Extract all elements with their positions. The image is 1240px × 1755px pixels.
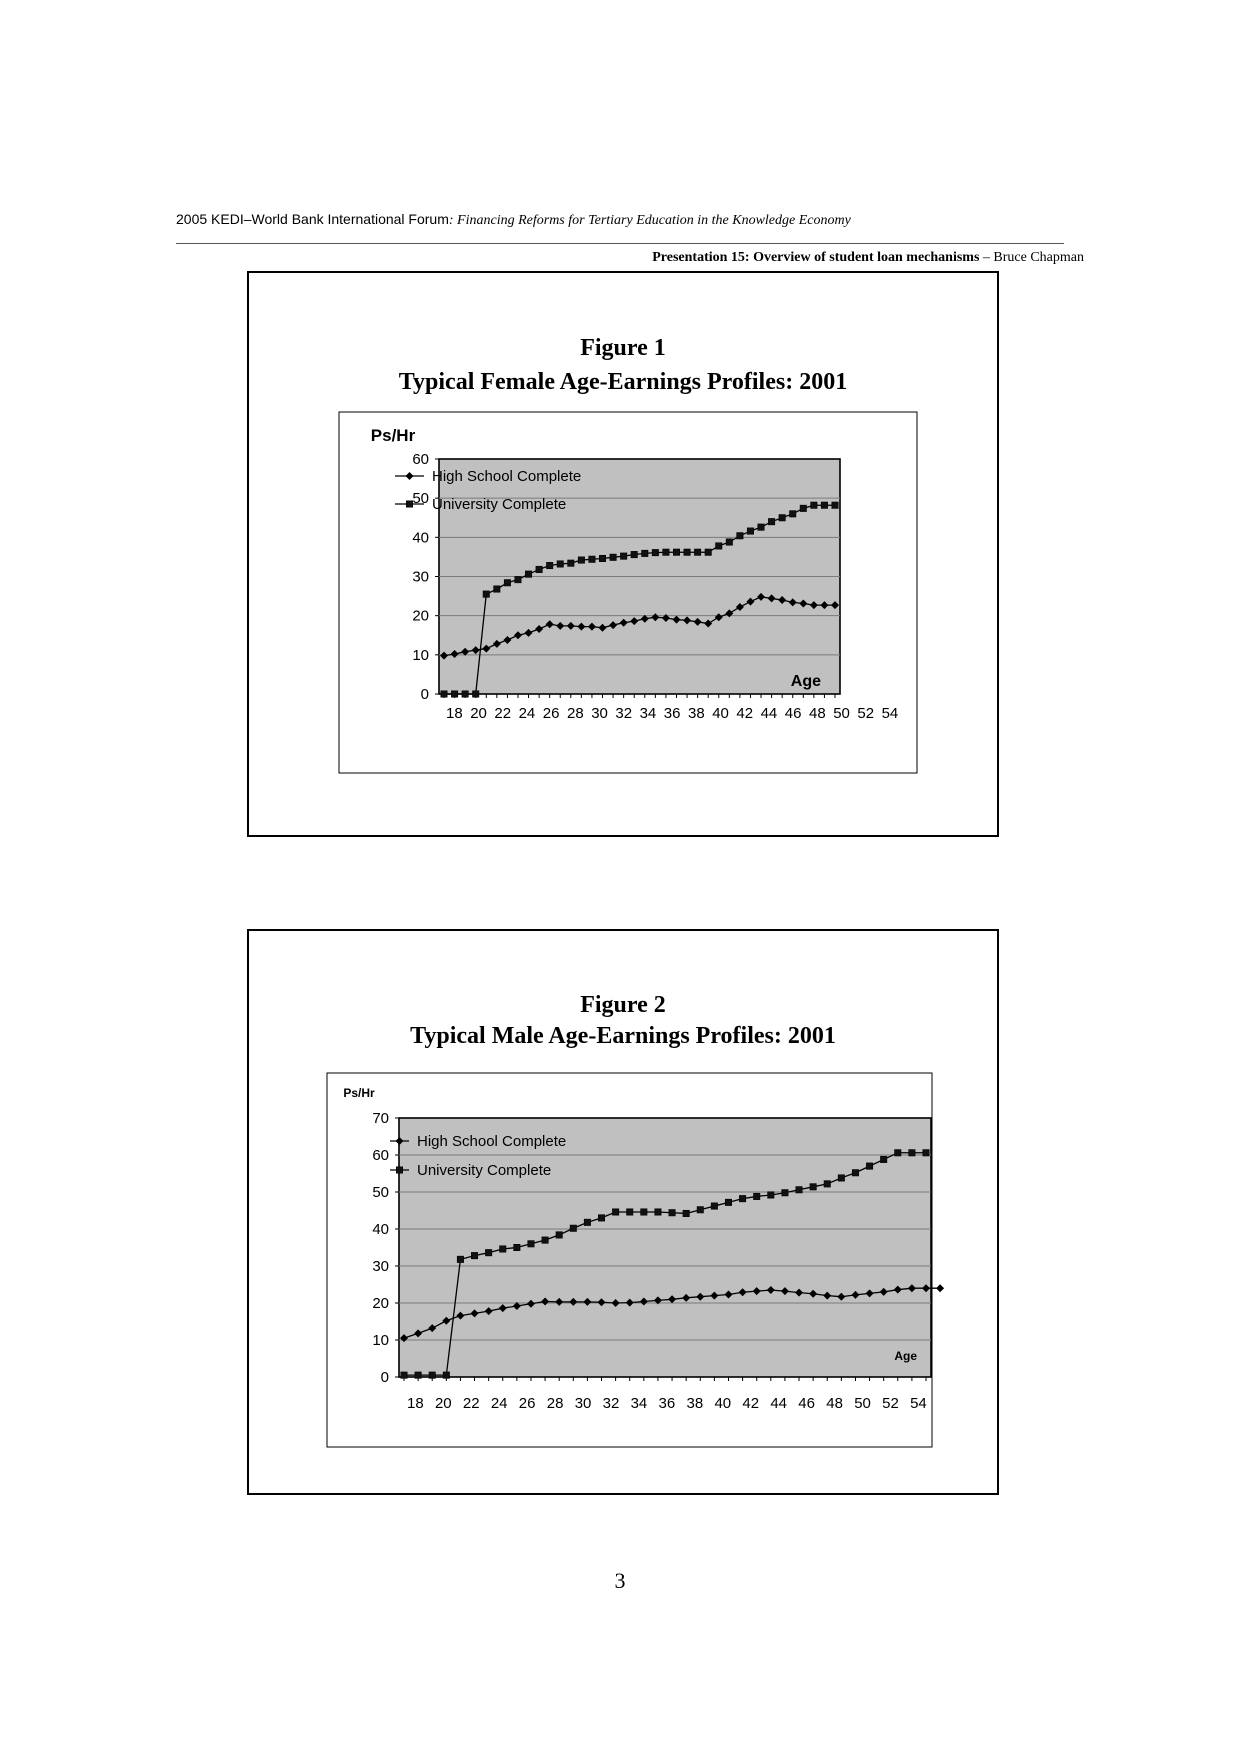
chart-1-x-tick-label: 32	[615, 705, 633, 722]
page-number: 3	[614, 1568, 626, 1593]
chart-2-x-tick-label: 20	[434, 1395, 452, 1412]
chart-1-series-2-point	[620, 553, 626, 559]
chart-1-x-tick-label: 18	[446, 705, 463, 722]
chart-1-series-2-point	[525, 571, 531, 577]
chart-1-series-2-point	[557, 561, 563, 567]
chart-2-y-tick-label: 10	[372, 1332, 389, 1349]
chart-1-legend-marker	[406, 501, 412, 507]
chart-2-x-tick-label: 30	[574, 1395, 592, 1412]
chart-2-plot-area	[399, 1118, 931, 1377]
chart-1-series-2-point	[726, 539, 732, 545]
chart-2-series-2-point	[669, 1210, 675, 1216]
chart-1-series-2-point	[800, 505, 806, 511]
chart-2-y-tick-label: 70	[372, 1110, 389, 1127]
chart-1-series-2-point	[705, 549, 711, 555]
chart-2-series-2-point	[725, 1199, 731, 1205]
chart-1-x-tick-label: 22	[494, 705, 512, 722]
chart-1-series-2-point	[546, 562, 552, 568]
chart-2-x-tick-label: 46	[798, 1395, 815, 1412]
chart-2-x-tick-label: 28	[546, 1395, 564, 1412]
chart-1-series-2-point	[790, 511, 796, 517]
figure-2-label: Figure 2	[580, 992, 666, 1018]
chart-1-x-tick-label: 42	[736, 705, 754, 722]
chart-2-series-2-point	[641, 1209, 647, 1215]
chart-2-series-2-point	[796, 1187, 802, 1193]
presentation-header	[652, 250, 1084, 266]
chart-2-x-tick-label: 26	[518, 1395, 536, 1412]
chart-2-series-2-point	[485, 1249, 491, 1255]
chart-1-legend-label: High School Complete	[432, 468, 582, 485]
chart-2-series-2-point	[514, 1244, 520, 1250]
chart-1-y-tick-label: 40	[412, 529, 429, 547]
figure-2-panel	[247, 929, 999, 1495]
chart-1-x-tick-label: 28	[567, 705, 584, 722]
chart-1-series-2-point	[779, 515, 785, 521]
chart-1-series-2-point	[652, 549, 658, 555]
chart-2-series-2-point	[570, 1225, 576, 1231]
chart-2-series-2-point	[923, 1150, 929, 1156]
chart-2-series-2-point	[852, 1170, 858, 1176]
chart-1-series-2-point	[821, 502, 827, 508]
chart-2-x-tick-label: 38	[686, 1395, 704, 1412]
chart-2-x-tick-label: 48	[826, 1395, 843, 1412]
chart-2-y-tick-label: 50	[372, 1184, 389, 1201]
chart-2-series-2-point	[739, 1195, 745, 1201]
chart-1-x-tick-label: 44	[760, 705, 778, 722]
chart-1-x-tick-label: 54	[881, 705, 899, 722]
chart-2-x-tick-label: 34	[630, 1395, 648, 1412]
chart-2-series-2-point	[895, 1150, 901, 1156]
chart-1-series-2-point	[515, 576, 521, 582]
chart-2-y-tick-label: 20	[372, 1295, 389, 1312]
chart-2-x-tick-label: 50	[854, 1395, 871, 1412]
chart-1-series-2-point	[599, 555, 605, 561]
chart-2-series-2-point	[711, 1203, 717, 1209]
chart-1-x-tick-label: 24	[518, 705, 536, 722]
chart-1-x-tick-label: 40	[712, 705, 729, 722]
figure-2-chart	[249, 931, 997, 1493]
chart-1-x-tick-label: 46	[784, 705, 802, 722]
chart-2-legend-marker	[396, 1167, 402, 1173]
figure-2-title: Typical Male Age-Earnings Profiles: 2001	[410, 1023, 836, 1049]
chart-1-series-2-point	[737, 533, 743, 539]
chart-1-x-tick-label: 30	[591, 705, 608, 722]
figure-1-title: Typical Female Age-Earnings Profiles: 2001	[398, 369, 848, 395]
presentation-author: – Bruce Chapman	[979, 250, 1084, 265]
chart-2-series-2-point	[838, 1175, 844, 1181]
chart-2-x-axis-label: Age	[894, 1349, 917, 1363]
chart-1-series-2-point	[716, 543, 722, 549]
chart-1-series-2-point	[747, 528, 753, 534]
chart-2-x-tick-label: 32	[602, 1395, 620, 1412]
chart-2-series-2-point	[612, 1209, 618, 1215]
chart-2-y-tick-label: 40	[372, 1221, 389, 1238]
chart-2-x-tick-label: 42	[742, 1395, 760, 1412]
chart-2-series-2-point	[556, 1232, 562, 1238]
chart-1-series-2-point	[694, 549, 700, 555]
chart-2-series-2-point	[697, 1207, 703, 1213]
chart-1-series-2-point	[578, 557, 584, 563]
chart-2-series-2-point	[500, 1246, 506, 1252]
header-conference: : Financing Reforms for Tertiary Education in the Knowledge Economy	[448, 213, 851, 228]
chart-2-series-2-point	[655, 1209, 661, 1215]
chart-2-legend-label: High School Complete	[417, 1133, 567, 1150]
chart-1-y-tick-label: 30	[412, 568, 429, 586]
chart-2-series-2-point	[457, 1256, 463, 1262]
chart-2-series-2-point	[880, 1156, 886, 1162]
chart-1-series-2-point	[758, 524, 764, 530]
chart-1-series-2-point	[504, 580, 510, 586]
running-header	[176, 211, 851, 229]
chart-1-y-axis-label: Ps/Hr	[370, 426, 416, 445]
chart-2-series-2-point	[754, 1193, 760, 1199]
figure-1-chart	[249, 273, 997, 835]
chart-1-x-tick-label: 20	[470, 705, 487, 722]
chart-2-series-2-point	[824, 1181, 830, 1187]
chart-1-series-2-point	[610, 554, 616, 560]
chart-1-series-2-point	[451, 691, 457, 697]
chart-1-series-2-point	[589, 556, 595, 562]
chart-1-series-2-point	[462, 691, 468, 697]
chart-2-x-tick-label: 22	[462, 1395, 480, 1412]
chart-2-y-axis-label: Ps/Hr	[343, 1086, 375, 1100]
chart-2-x-tick-label: 54	[910, 1395, 927, 1412]
chart-2-x-tick-label: 18	[407, 1395, 424, 1412]
chart-1-x-tick-label: 36	[663, 705, 681, 722]
chart-1-x-axis-label: Age	[790, 673, 821, 690]
chart-2-x-tick-label: 24	[490, 1395, 508, 1412]
chart-2-series-2-point	[627, 1209, 633, 1215]
header-rule	[176, 243, 1064, 244]
chart-2-series-2-point	[471, 1252, 477, 1258]
chart-1-series-2-point	[768, 518, 774, 524]
chart-1-series-2-point	[568, 560, 574, 566]
chart-1-x-tick-label: 48	[809, 705, 826, 722]
chart-2-series-2-point	[810, 1184, 816, 1190]
chart-1-x-tick-label: 34	[639, 705, 657, 722]
chart-1-x-tick-label: 38	[688, 705, 705, 722]
chart-2-series-2-point	[443, 1372, 449, 1378]
chart-2-series-2-point	[768, 1192, 774, 1198]
chart-1-series-2-point	[473, 691, 479, 697]
chart-1-series-2-point	[832, 502, 838, 508]
chart-2-x-tick-label: 36	[658, 1395, 676, 1412]
chart-2-x-tick-label: 52	[882, 1395, 899, 1412]
chart-1-x-tick-label: 50	[833, 705, 850, 722]
chart-1-y-tick-label: 20	[412, 607, 429, 625]
chart-2-series-2-point	[542, 1237, 548, 1243]
chart-1-series-2-point	[663, 549, 669, 555]
chart-2-series-2-point	[528, 1241, 534, 1247]
chart-1-series-2-point	[536, 566, 542, 572]
chart-2-y-tick-label: 30	[372, 1258, 389, 1275]
chart-2-series-2-point	[429, 1372, 435, 1378]
chart-2-series-2-point	[584, 1219, 590, 1225]
chart-1-series-2-point	[642, 550, 648, 556]
chart-1-y-tick-label: 60	[412, 451, 429, 468]
chart-2-series-2-point	[866, 1163, 872, 1169]
chart-2-y-tick-label: 60	[372, 1147, 389, 1164]
chart-2-series-2-point	[415, 1372, 421, 1378]
chart-1-series-2-point	[811, 502, 817, 508]
chart-2-series-2-point	[401, 1372, 407, 1378]
header-org: 2005 KEDI–World Bank International Forum	[176, 211, 449, 227]
chart-1-series-2-point	[441, 691, 447, 697]
chart-1-legend-label: University Complete	[432, 496, 567, 513]
chart-1-series-2-point	[684, 549, 690, 555]
chart-1-series-2-point	[673, 549, 679, 555]
chart-2-series-2-point	[782, 1190, 788, 1196]
figure-1-panel	[247, 271, 999, 837]
chart-2-x-tick-label: 44	[770, 1395, 788, 1412]
presentation-title: Presentation 15: Overview of student loan mechanisms	[652, 250, 980, 265]
chart-2-series-2-point	[683, 1210, 689, 1216]
figure-1-label: Figure 1	[580, 335, 666, 361]
chart-1-y-tick-label: 50	[412, 490, 429, 508]
chart-1-x-tick-label: 26	[542, 705, 560, 722]
chart-2-series-2-point	[598, 1215, 604, 1221]
chart-1-x-tick-label: 52	[857, 705, 875, 722]
chart-1-series-2-point	[494, 586, 500, 592]
chart-2-y-tick-label: 0	[380, 1369, 389, 1386]
chart-1-y-tick-label: 10	[412, 646, 429, 664]
chart-2-series-1-point	[936, 1284, 944, 1292]
chart-1-series-2-point	[631, 551, 637, 557]
chart-1-series-2-point	[483, 591, 489, 597]
chart-2-x-tick-label: 40	[714, 1395, 732, 1412]
chart-1-y-tick-label: 0	[420, 686, 429, 703]
chart-2-series-2-point	[909, 1150, 915, 1156]
chart-2-legend-label: University Complete	[417, 1162, 552, 1179]
